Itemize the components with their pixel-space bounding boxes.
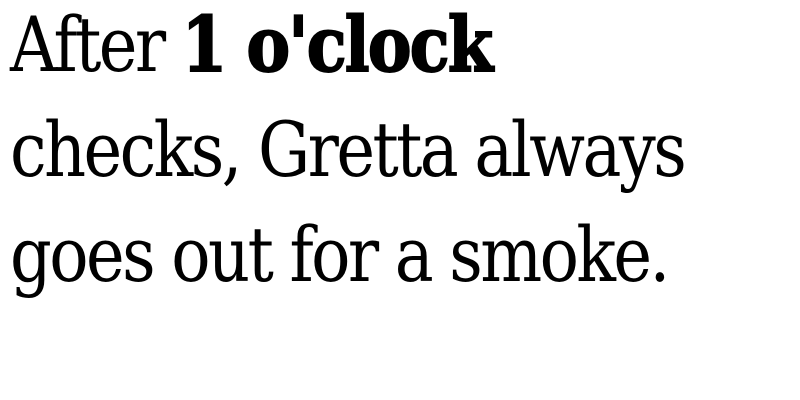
specimen-line-1-bold: 1 o'clock [181,0,492,89]
specimen-line-2: checks, Gretta always [10,105,685,194]
specimen-paragraph [10,0,685,307]
specimen-line-3: goes out for a smoke. [10,210,668,299]
specimen-line-1 [10,0,681,97]
specimen-line-1-regular: After [10,0,182,89]
